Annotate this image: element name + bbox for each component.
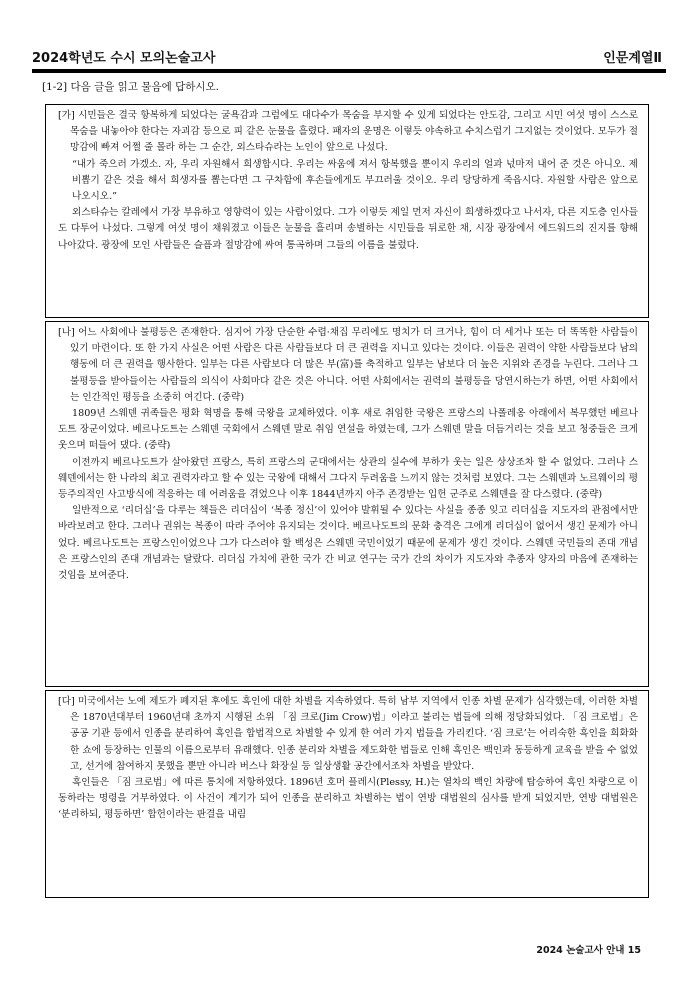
instruction: [1-2] 다음 글을 읽고 물음에 답하시오. <box>42 81 219 93</box>
passage-na-paragraph-3: 이전까지 베르나도트가 살아왔던 프랑스, 특히 프랑스의 군대에서는 상관의 실수에 부하가 웃는 일은 상상조차 할 수 없었다. 그러나 스웨덴에서는 한 나라의 최고 권력자라고 할 수 있는 국왕에 대해서 그다지 두려움을 느끼지 않는 것처럼 보였다. 그는 스웨덴과 노르웨이의 평등주의적인 사고방식에 적응하는 데 어려움을 겪었으나 이후 1844년까지 아주 존경받는 입헌 군주로 스웨덴을 잘 다스렸다. (중략) <box>58 456 638 501</box>
passage-da-paragraph-1: [다] 미국에서는 노예 제도가 폐지된 후에도 흑인에 대한 차별을 지속하였다. 특히 남부 지역에서 인종 차별 문제가 심각했는데, 이러한 차별은 1870년대부터 1960년대 초까지 시행된 소위 「짐 크로(Jim Crow)법」이라고 불리는 법들에 의해 정당화되었다. 「짐 크로법」은 공공 기관 등에서 인종을 분리하여 흑인을 합법적으로 차별할 수 있게 한 여러 가지 법들을 가리킨다. ‘짐 크로’는 어리숙한 흑인을 희화화한 쇼에 등장하는 인물의 이름으로부터 유래했다. 인종 분리와 차별을 제도화한 법들로 인해 흑인은 백인과 동등하게 교육을 받을 수 없었고, 선거에 참여하지 못했을 뿐만 아니라 버스나 화장실 등 일상생활 공간에서조차 차별을 받았다. <box>58 696 638 772</box>
passage-na-paragraph-2: 1809년 스웨덴 귀족들은 평화 혁명을 통해 국왕을 교체하였다. 이후 새로 취임한 국왕은 프랑스의 나폴레옹 아래에서 복무했던 베르나도트 장군이었다. 베르나도트는 스웨덴 국회에서 스웨덴 말로 취임 연설을 하였는데, 그가 스웨덴 말을 더듬거리는 것을 보고 청중들은 크게 웃으며 떠들어 댔다. (중략) <box>58 408 638 452</box>
passage-ga <box>45 104 649 318</box>
passage-na <box>45 321 649 687</box>
page-footer: 2024 논술고사 안내 15 <box>536 945 641 956</box>
passage-na-paragraph-1: [나] 어느 사회에나 불평등은 존재한다. 심지어 가장 단순한 수렵·채집 무리에도 명치가 더 크거나, 힘이 더 세거나 또는 더 똑똑한 사람들이 있기 마련이다. 또 한 가지 사실은 어떤 사람은 다른 사람들보다 더 큰 권력을 지니고 있다는 것이다. 이들은 권력이 약한 사람들보다 남의 행동에 더 큰 권력을 행사한다. 일부는 다른 사람보다 더 많은 부(富)를 축적하고 일부는 남보다 더 높은 지위와 존경을 누린다. 그러나 그 불평등을 받아들이는 사람들의 의식이 사회마다 같은 것은 아니다. 어떤 사회에서는 권력의 불평등을 당연시하는가 하면, 어떤 사회에서는 인간적인 평등을 소중히 여긴다. (중략) <box>58 327 638 403</box>
passage-na-paragraph-4: 일반적으로 ‘리더십’을 다루는 책들은 리더십이 ‘복종 정신’이 있어야 발휘될 수 있다는 사실을 종종 잊고 리더십을 지도자의 관점에서만 바라보려고 한다. 그러나 권위는 복종이 따라 주어야 유지되는 것이다. 베르나도트의 문화 충격은 그에게 리더십이 없어서 생긴 문제가 아니었다. 베르나도트는 프랑스인이었으나 그가 다스려야 할 백성은 스웨덴 국민이었기 때문에 문제가 생긴 것이다. 스웨덴 국민들의 존대 개념은 프랑스인의 존대 개념과는 달랐다. 리더십 가치에 관한 국가 간 비교 연구는 국가 간의 차이가 지도자와 추종자 양자의 마음에 존재하는 것임을 보여준다. <box>58 505 638 582</box>
passage-da-paragraph-2: 흑인들은 「짐 크로법」에 따른 통치에 저항하였다. 1896년 호머 플레시(Plessy, H.)는 열차의 백인 차량에 탑승하여 흑인 차량으로 이동하라는 명령을 거부하였다. 이 사건이 계기가 되어 인종을 분리하고 차별하는 법이 연방 대법원의 심사를 받게 되었지만, 연방 대법원은 ‘분리하되, 평등하면’ 합헌이라는 판결을 내림 <box>58 777 638 821</box>
exam-title: 2024학년도 수시 모의논술고사 <box>32 51 216 66</box>
passage-ga-paragraph-1: [가] 시민들은 결국 항복하게 되었다는 굴욕감과 그럼에도 대다수가 목숨을 부지할 수 있게 되었다는 안도감, 그리고 시민 여섯 명이 스스로 목숨을 내놓아야 한다는 자괴감 등으로 피 같은 눈물을 흘렸다. 패자의 운명은 이렇듯 야속하고 수치스럽기 그지없는 것이었다. 모두가 절망감에 빠져 어쩔 줄 몰라 하는 그 순간, 외스타슈라는 노인이 앞으로 나섰다. <box>58 110 638 154</box>
passage-da <box>45 690 649 898</box>
page-header <box>32 47 662 67</box>
section-title: 인문계열Ⅱ <box>603 51 662 66</box>
header-rule <box>32 69 666 73</box>
passage-ga-quote: “내가 죽으러 가겠소. 자, 우리 자원해서 희생합시다. 우리는 싸움에 져서 항복했을 뿐이지 우리의 얼과 넋마저 내어 준 것은 아니오. 제비뽑기 같은 것을 해서 희생자를 뽑는다면 그 구차함에 후손들에게도 부끄러울 것이오. 우리 당당하게 죽읍시다. 자원할 사람은 앞으로 나오시오.” <box>72 158 638 203</box>
passage-ga-paragraph-3: 외스타슈는 칼레에서 가장 부유하고 영향력이 있는 사람이었다. 그가 이렇듯 제일 먼저 자신이 희생하겠다고 나서자, 다른 지도층 인사들도 다투어 나섰다. 그렇게 여섯 명이 채워졌고 이들은 눈물을 흘리며 송별하는 시민들을 뒤로한 채, 시장 광장에서 에드워드의 진지를 향해 나아갔다. 광장에 모인 사람들은 슬픔과 절망감에 싸여 통곡하며 그들의 이름을 불렀다. <box>58 207 638 251</box>
